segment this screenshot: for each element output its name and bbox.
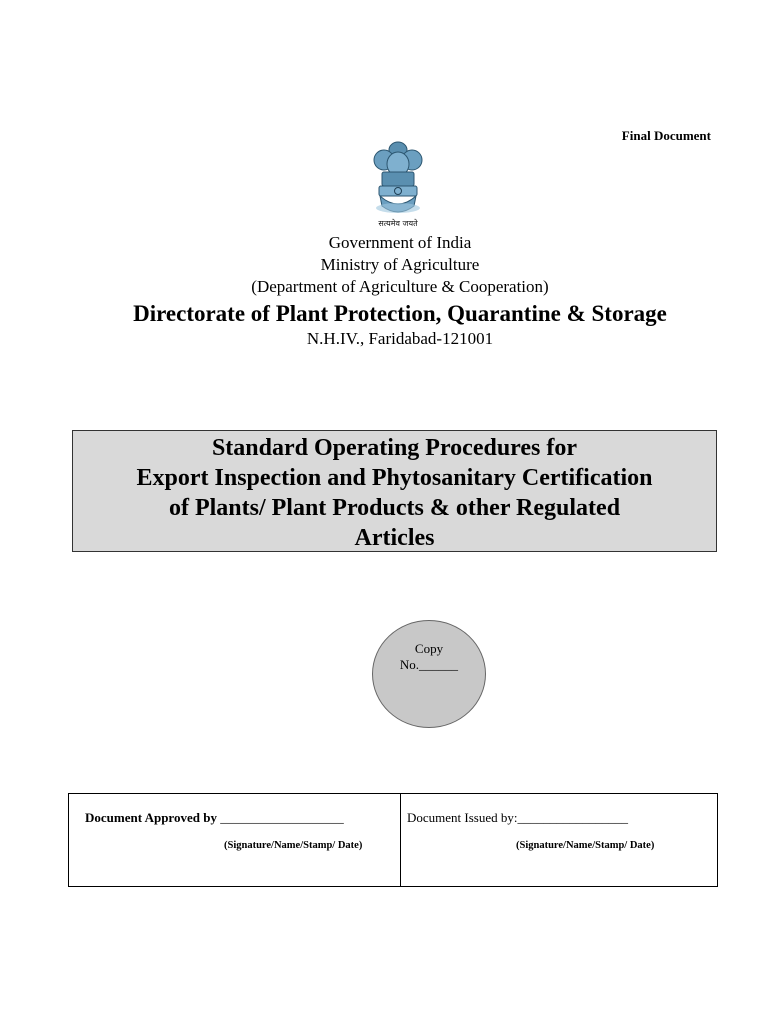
issued-by-text: Document Issued by:: [407, 810, 518, 825]
ministry-line: Ministry of Agriculture: [320, 255, 480, 274]
directorate-title: Directorate of Plant Protection, Quarantine & Storage: [133, 301, 667, 326]
department-line: (Department of Agriculture & Cooperation): [251, 277, 549, 296]
address-line: N.H.IV., Faridabad-121001: [306, 329, 494, 348]
signature-table: [68, 793, 718, 887]
document-status-label: Final Document: [621, 128, 711, 143]
approved-by-blank: ___________________: [220, 810, 344, 825]
title-line: Standard Operating Procedures for: [211, 435, 578, 461]
copy-label: Copy: [414, 641, 444, 656]
title-line: of Plants/ Plant Products & other Regulated: [168, 495, 621, 521]
approved-by-label: [85, 810, 344, 826]
national-emblem-icon: [368, 140, 428, 230]
approved-by-subtext: (Signature/Name/Stamp/ Date): [224, 840, 363, 851]
title-line: Articles: [354, 525, 435, 551]
issued-by-subtext: (Signature/Name/Stamp/ Date): [516, 840, 655, 851]
copy-number: No.______: [399, 657, 459, 672]
issued-by-cell: [401, 794, 717, 886]
title-line: Export Inspection and Phytosanitary Certification: [136, 465, 653, 491]
issued-by-label: [407, 810, 628, 826]
approved-by-text: Document Approved by: [85, 810, 217, 825]
emblem-motto: सत्यमेव जयते: [378, 219, 418, 228]
approved-by-cell: [69, 794, 401, 886]
header-block: [0, 232, 768, 349]
copy-number-badge: [372, 620, 486, 728]
issued-by-blank: _________________: [517, 810, 628, 825]
government-line: Government of India: [328, 233, 472, 252]
document-title-box: [72, 430, 717, 552]
